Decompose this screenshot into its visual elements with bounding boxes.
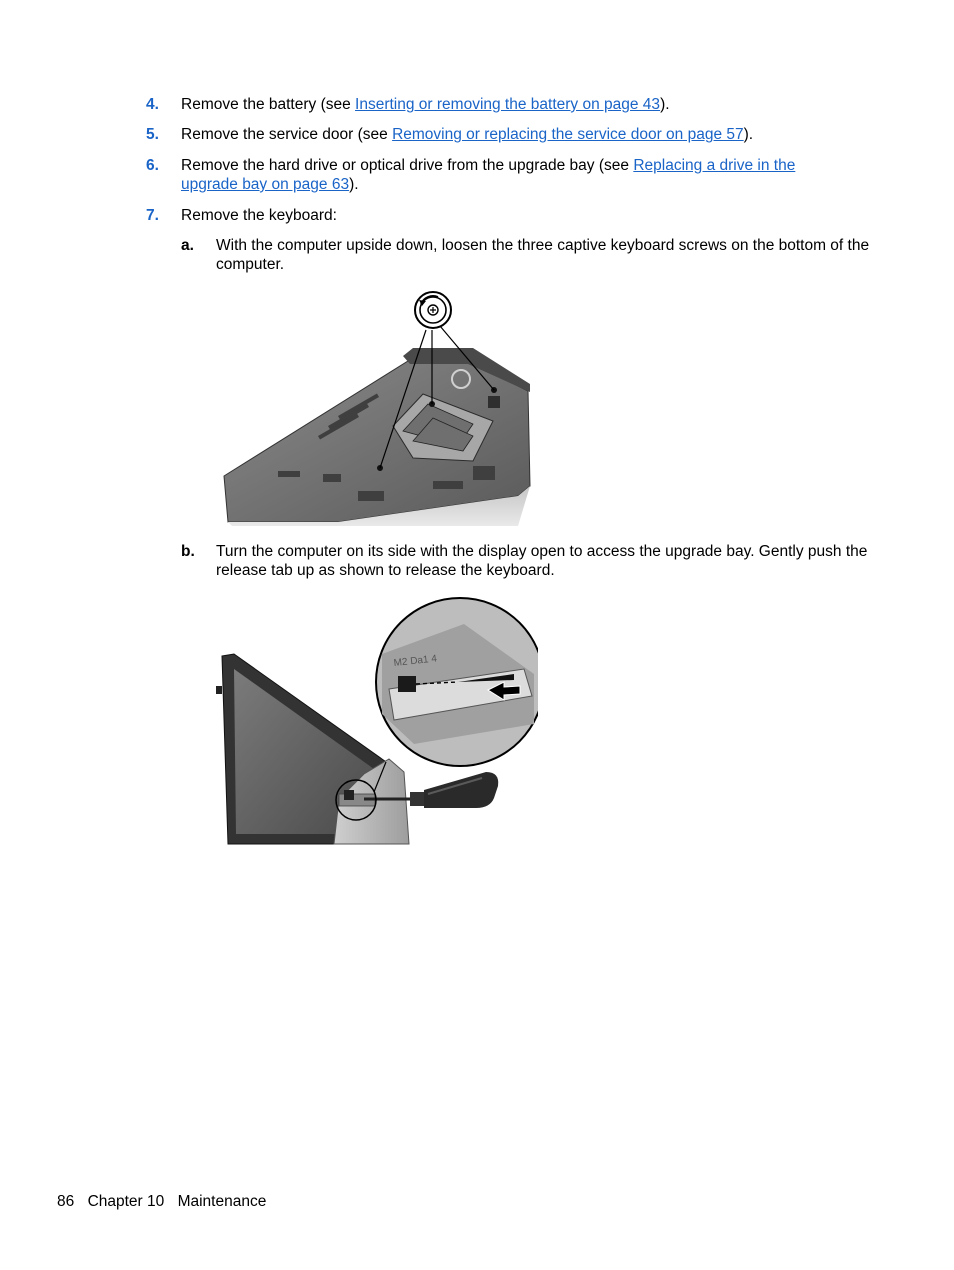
step-text-pre: Remove the hard drive or optical drive from the upgrade bay (see xyxy=(181,157,634,174)
figure-keyboard-screws xyxy=(218,286,534,526)
substep-b xyxy=(181,542,876,580)
step-text-post: ). xyxy=(660,96,670,113)
step-text-pre: Remove the battery (see xyxy=(181,96,356,113)
step-text xyxy=(181,125,876,144)
link-upgrade-bay-drive[interactable]: Replacing a drive in the upgrade bay on page 63 xyxy=(181,157,796,193)
link-service-door[interactable]: Removing or replacing the service door on page 57 xyxy=(392,126,744,143)
step-number: 5. xyxy=(146,126,159,143)
step-text xyxy=(181,156,831,194)
step-7 xyxy=(146,206,876,225)
step-text-post: ). xyxy=(349,176,359,193)
substep-text: With the computer upside down, loosen the three captive keyboard screws on the bottom of the computer. xyxy=(216,237,870,273)
magnified-detail xyxy=(376,598,538,766)
substep-a xyxy=(181,236,876,274)
substep-letter: a. xyxy=(181,237,194,254)
laptop-bottom xyxy=(224,348,530,526)
footer-section: Maintenance xyxy=(177,1193,267,1210)
substep-text: Turn the computer on its side with the display open to access the upgrade bay. Gently push the release tab up as shown to release the keyboard. xyxy=(216,543,868,579)
step-6 xyxy=(146,156,876,194)
substep-letter: b. xyxy=(181,543,195,560)
step-4 xyxy=(146,95,876,114)
link-battery[interactable]: Inserting or removing the battery on page 43 xyxy=(355,96,661,113)
release-tab xyxy=(398,676,416,692)
step-text-post: ). xyxy=(743,126,754,143)
step-text xyxy=(181,95,876,114)
step-5 xyxy=(146,125,876,144)
footer-chapter: Chapter 10 xyxy=(87,1193,165,1210)
step-text: Remove the keyboard: xyxy=(181,207,337,224)
step-text-pre: Remove the service door (see xyxy=(181,126,393,143)
step-number: 4. xyxy=(146,96,159,113)
page-number: 86 xyxy=(57,1193,75,1210)
loosen-screw-icon xyxy=(415,292,451,328)
step-number: 7. xyxy=(146,207,159,224)
step-number: 6. xyxy=(146,157,159,174)
figure-release-tab xyxy=(214,594,538,850)
page-footer xyxy=(57,1192,275,1211)
tab-label: M2 Da1 4 xyxy=(393,653,438,669)
